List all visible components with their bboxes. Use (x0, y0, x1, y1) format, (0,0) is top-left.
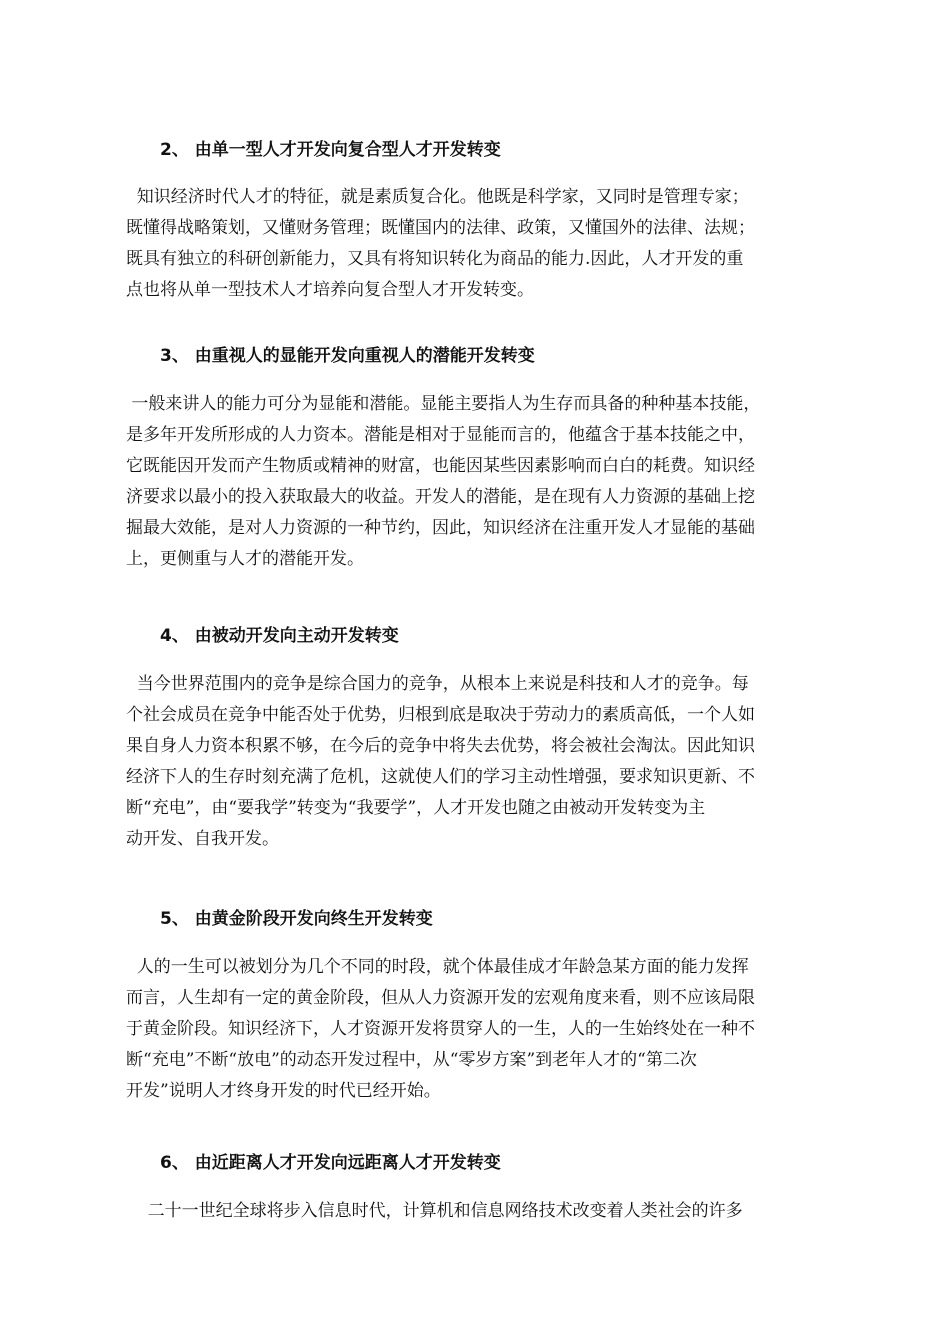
text-line: 当今世界范围内的竞争是综合国力的竞争，从根本上来说是科技和人才的竞争。每 (126, 674, 749, 694)
text-line: 二十一世纪全球将步入信息时代，计算机和信息网络技术改变着人类社会的许多 (126, 1201, 743, 1221)
section-paragraph-5 (126, 952, 846, 1107)
text-line: 它既能因开发而产生物质或精神的财富，也能因某些因素影响而白白的耗费。知识经 (126, 456, 755, 476)
section-paragraph-4 (126, 669, 846, 855)
text-line: 既具有独立的科研创新能力，又具有将知识转化为商品的能力.因此，人才开发的重 (126, 249, 744, 269)
text-line: 断“充电”，由“要我学”转变为“我要学”，人才开发也随之由被动开发转变为主 (126, 798, 706, 818)
section-heading-3: 3、 由重视人的显能开发向重视人的潜能开发转变 (160, 346, 535, 366)
text-line: 人的一生可以被划分为几个不同的时段，就个体最佳成才年龄急某方面的能力发挥 (126, 957, 749, 977)
section-paragraph-6 (126, 1196, 846, 1227)
text-line: 个社会成员在竞争中能否处于优势，归根到底是取决于劳动力的素质高低，一个人如 (126, 705, 755, 725)
section-paragraph-3 (126, 389, 846, 575)
section-heading-5: 5、 由黄金阶段开发向终生开发转变 (160, 909, 433, 929)
text-line: 断“充电”不断“放电”的动态开发过程中，从“零岁方案”到老年人才的“第二次 (126, 1050, 697, 1070)
text-line: 是多年开发所形成的人力资本。潜能是相对于显能而言的，他蕴含于基本技能之中， (126, 425, 755, 445)
text-line: 掘最大效能，是对人力资源的一种节约，因此，知识经济在注重开发人才显能的基础 (126, 518, 755, 538)
text-line: 知识经济时代人才的特征，就是素质复合化。他既是科学家，又同时是管理专家； (126, 187, 749, 207)
section-heading-2: 2、 由单一型人才开发向复合型人才开发转变 (160, 140, 501, 160)
section-heading-6: 6、 由近距离人才开发向远距离人才开发转变 (160, 1153, 501, 1173)
text-line: 开发”说明人才终身开发的时代已经开始。 (126, 1081, 441, 1101)
text-line: 一般来讲人的能力可分为显能和潜能。显能主要指人为生存而具备的种种基本技能， (126, 394, 761, 414)
text-line: 既懂得战略策划，又懂财务管理；既懂国内的法律、政策，又懂国外的法律、法规； (126, 218, 755, 238)
text-line: 果自身人力资本积累不够，在今后的竞争中将失去优势，将会被社会淘汰。因此知识 (126, 736, 755, 756)
text-line: 济要求以最小的投入获取最大的收益。开发人的潜能，是在现有人力资源的基础上挖 (126, 487, 755, 507)
text-line: 于黄金阶段。知识经济下，人才资源开发将贯穿人的一生，人的一生始终处在一种不 (126, 1019, 755, 1039)
text-line: 点也将从单一型技术人才培养向复合型人才开发转变。 (126, 280, 534, 300)
section-paragraph-2 (126, 182, 846, 306)
text-line: 动开发、自我开发。 (126, 829, 279, 849)
text-line: 而言，人生却有一定的黄金阶段，但从人力资源开发的宏观角度来看，则不应该局限 (126, 988, 755, 1008)
text-line: 上，更侧重与人才的潜能开发。 (126, 549, 364, 569)
section-heading-4: 4、 由被动开发向主动开发转变 (160, 626, 399, 646)
text-line: 经济下人的生存时刻充满了危机，这就使人们的学习主动性增强，要求知识更新、不 (126, 767, 755, 787)
